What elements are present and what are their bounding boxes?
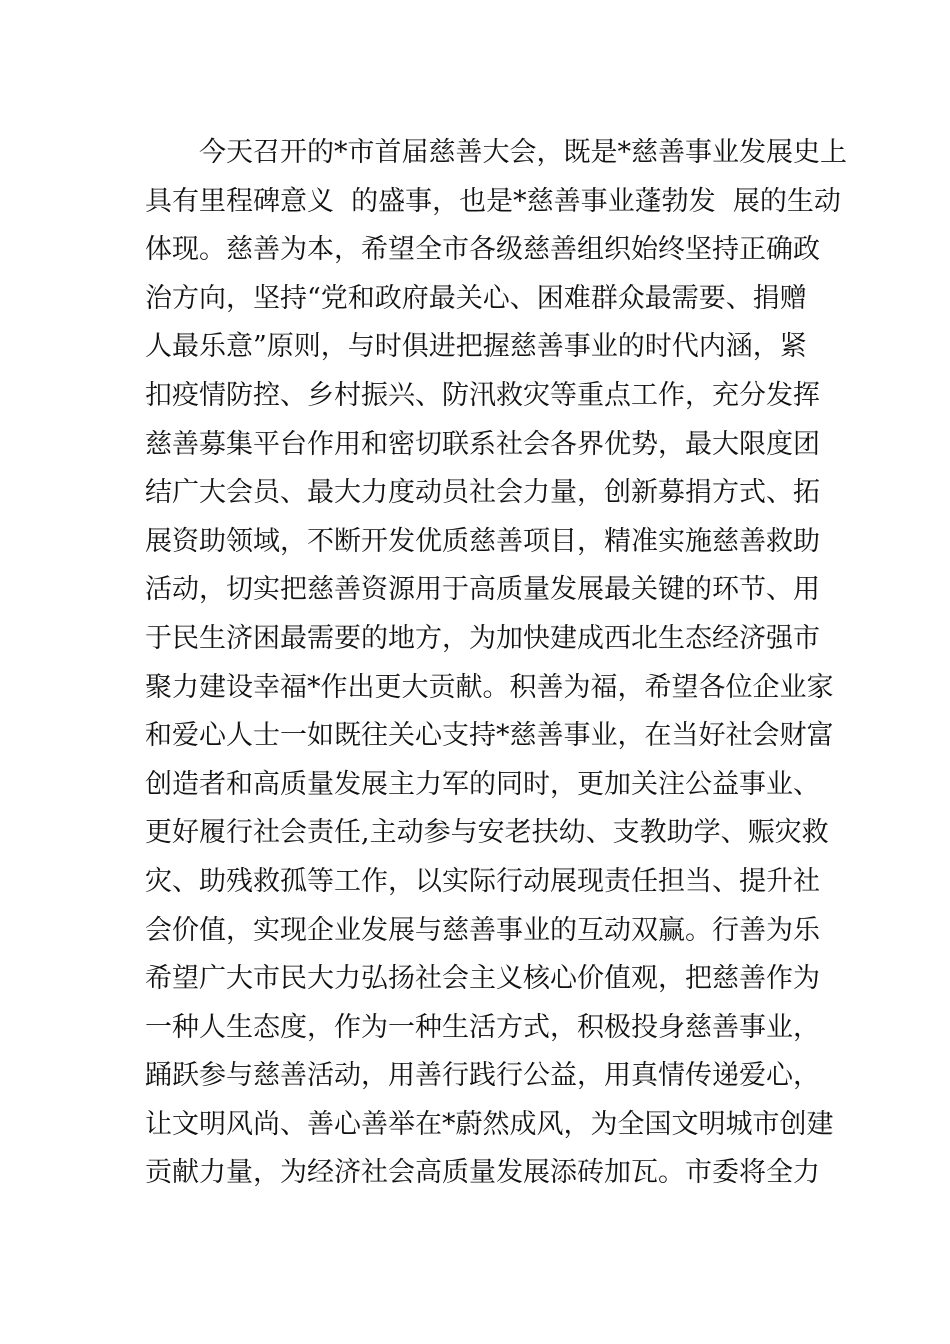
text-line: 踊跃参与慈善活动，用善行践行公益，用真情传递爱心， xyxy=(145,1060,820,1092)
text-line: 贡献力量，为经济社会高质量发展添砖加瓦。市委将全力 xyxy=(145,1157,820,1189)
text-line: 聚力建设幸福*作出更大贡献。积善为福，希望各位企业家 xyxy=(145,671,834,703)
text-line: 让文明风尚、善心善举在*蔚然成风，为全国文明城市创建 xyxy=(145,1108,834,1140)
text-line: 人最乐意”原则，与时俱进把握慈善事业的时代内涵，紧 xyxy=(145,331,807,363)
text-line: 展资助领域，不断开发优质慈善项目，精准实施慈善救助 xyxy=(145,525,820,557)
text-line: 更好履行社会责任,主动参与安老扶幼、支教助学、赈灾救 xyxy=(145,817,829,849)
text-line: 灾、助残救孤等工作，以实际行动展现责任担当、提升社 xyxy=(145,865,820,897)
text-line: 希望广大市民大力弘扬社会主义核心价值观，把慈善作为 xyxy=(145,963,820,995)
body-paragraph xyxy=(145,129,847,1198)
text-line: 扣疫情防控、乡村振兴、防汛救灾等重点工作，充分发挥 xyxy=(145,379,820,411)
text-line: 一种人生态度，作为一种生活方式，积极投身慈善事业， xyxy=(145,1011,820,1043)
text-line: 慈善募集平台作用和密切联系社会各界优势，最大限度团 xyxy=(145,428,820,460)
text-line: 于民生济困最需要的地方，为加快建成西北生态经济强市 xyxy=(145,622,820,654)
text-line: 活动，切实把慈善资源用于高质量发展最关键的环节、用 xyxy=(145,574,820,606)
text-line: 结广大会员、最大力度动员社会力量，创新募捐方式、拓 xyxy=(145,477,820,509)
text-line: 治方向，坚持“党和政府最关心、困难群众最需要、捐赠 xyxy=(145,282,807,314)
text-line: 创造者和高质量发展主力军的同时，更加关注公益事业、 xyxy=(145,768,820,800)
text-line: 今天召开的*市首届慈善大会，既是*慈善事业发展史上 xyxy=(199,137,847,168)
text-line: 会价值，实现企业发展与慈善事业的互动双赢。行善为乐 xyxy=(145,914,820,946)
text-line: 和爱心人士一如既往关心支持*慈善事业，在当好社会财富 xyxy=(145,720,834,752)
text-line: 具有里程碑意义 的盛事，也是*慈善事业蓬勃发 展的生动 xyxy=(145,185,841,217)
text-line: 体现。慈善为本，希望全市各级慈善组织始终坚持正确政 xyxy=(145,234,820,266)
